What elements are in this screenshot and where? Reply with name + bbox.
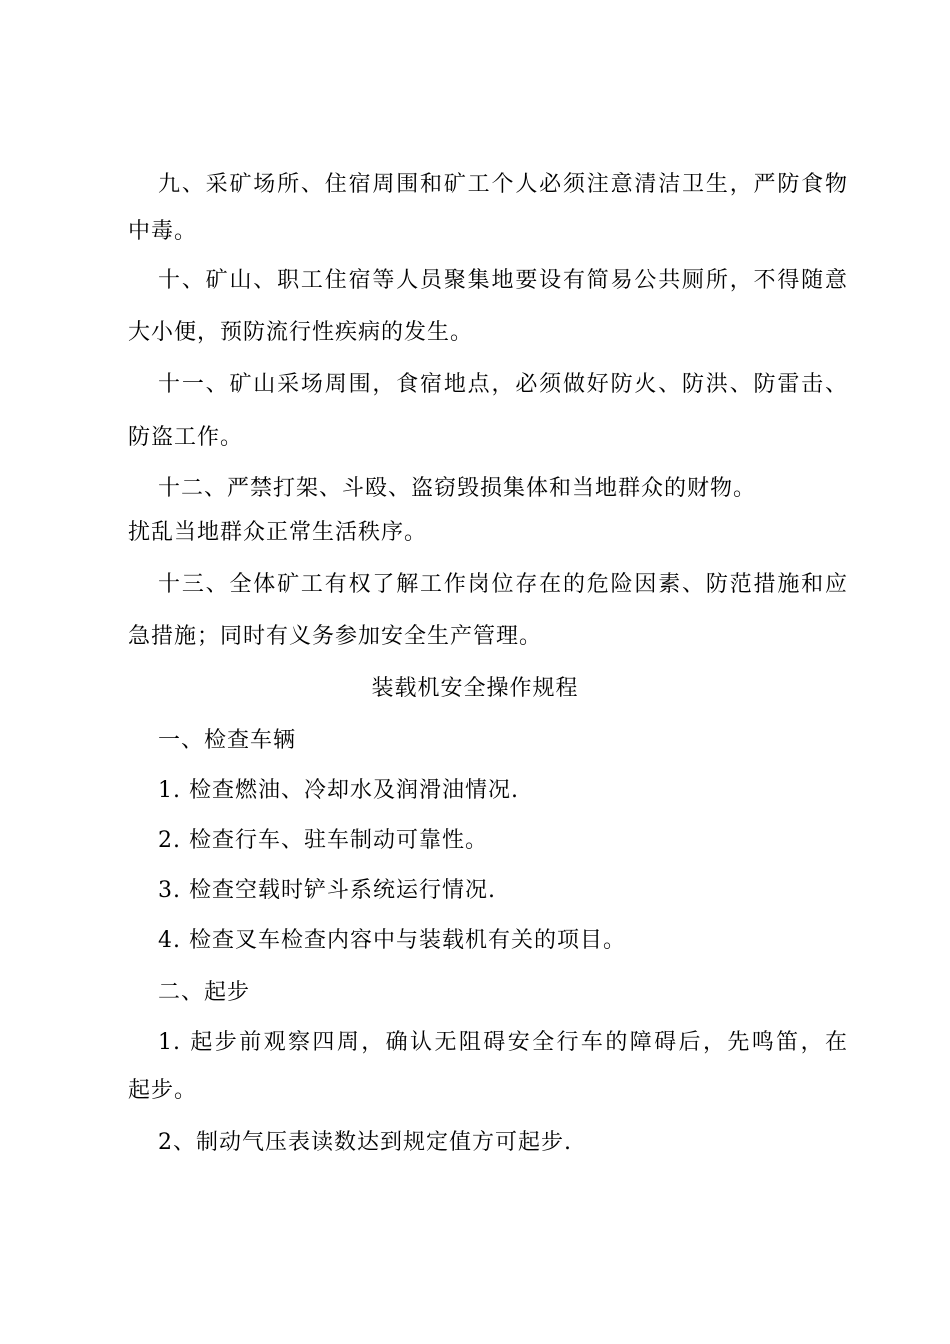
section-2-heading: 二、起步 [158, 980, 251, 1005]
paragraph-10-line-2: 大小便，预防流行性疾病的发生。 [128, 320, 474, 345]
section-2-item-1-line-2: 起步。 [128, 1078, 198, 1103]
section-1-item-4: 4. 检查叉车检查内容中与装载机有关的项目。 [158, 928, 626, 953]
section-2-item-1-line-1: 1. 起步前观察四周，确认无阻碍安全行车的障碍后，先鸣笛，在 [158, 1030, 848, 1055]
section-1-item-2: 2. 检查行车、驻车制动可靠性。 [158, 828, 488, 853]
paragraph-10-line-1: 十、矿山、职工住宿等人员聚集地要设有简易公共厕所，不得随意 [158, 268, 848, 293]
paragraph-13-line-2: 急措施；同时有义务参加安全生产管理。 [128, 624, 543, 649]
paragraph-9-line-1: 九、采矿场所、住宿周围和矿工个人必须注意清洁卫生，严防食物 [158, 172, 848, 197]
section-title: 装载机安全操作规程 [371, 676, 579, 701]
section-2-item-2: 2、制动气压表读数达到规定值方可起步. [158, 1130, 572, 1155]
paragraph-13-line-1: 十三、全体矿工有权了解工作岗位存在的危险因素、防范措施和应 [158, 572, 848, 597]
section-1-item-1: 1. 检查燃油、冷却水及润滑油情况. [158, 778, 519, 803]
paragraph-11-line-2: 防盗工作。 [128, 425, 244, 450]
section-1-heading: 一、检查车辆 [158, 728, 297, 753]
paragraph-12-line-1: 十二、严禁打架、斗殴、盗窃毁损集体和当地群众的财物。 [158, 476, 757, 501]
paragraph-9-line-2: 中毒。 [128, 219, 198, 244]
section-1-item-3: 3. 检查空载时铲斗系统运行情况. [158, 878, 496, 903]
paragraph-12-line-2: 扰乱当地群众正常生活秩序。 [128, 520, 428, 545]
paragraph-11-line-1: 十一、矿山采场周围，食宿地点，必须做好防火、防洪、防雷击、 [158, 372, 848, 397]
